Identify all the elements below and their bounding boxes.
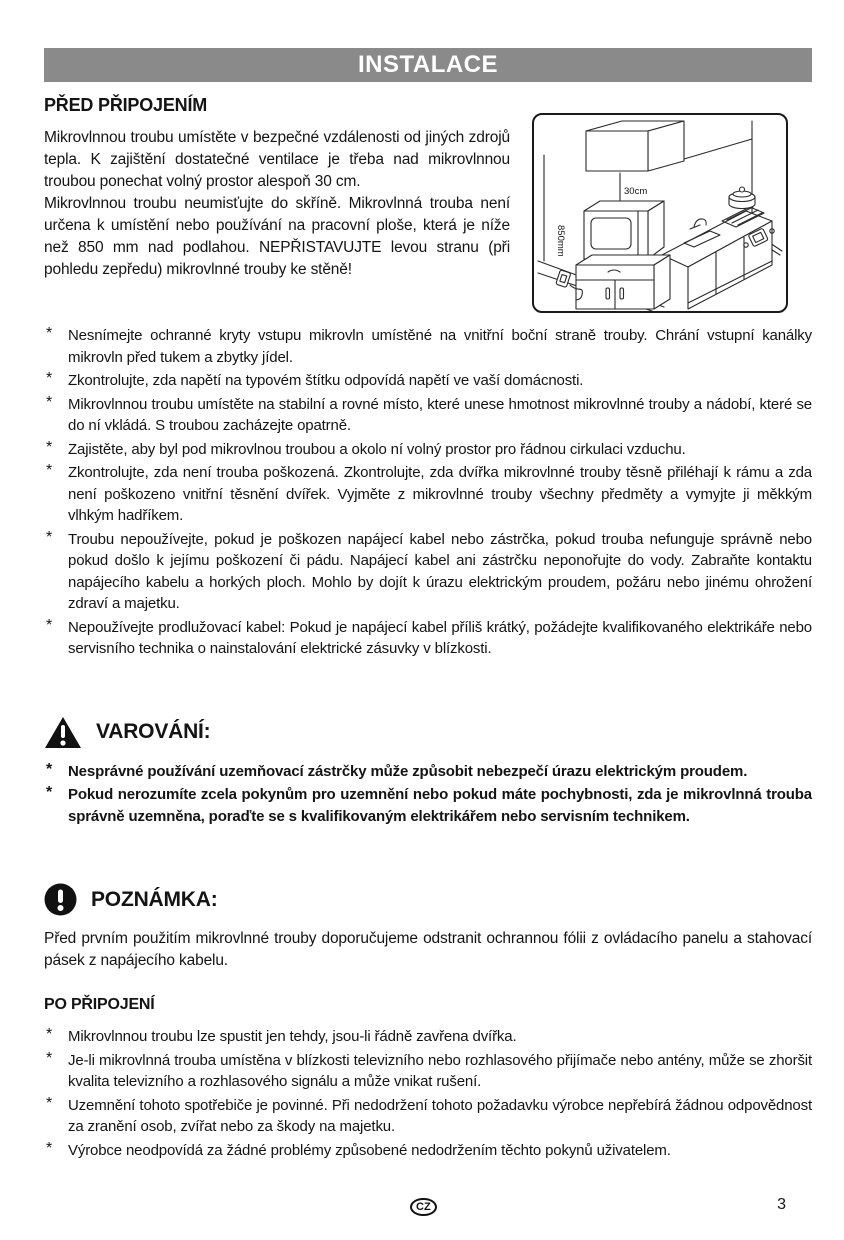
before-connection-heading: PŘED PŘIPOJENÍM (44, 95, 208, 115)
list-item: * Zkontrolujte, zda napětí na typovém štítku odpovídá napětí ve vaší domácnosti. (44, 370, 812, 392)
list-item: * Nesprávné používání uzemňovací zástrčky může způsobit nebezpečí úrazu elektrickým proudem. (44, 761, 812, 783)
bullet-marker: * (46, 528, 53, 546)
section-title: INSTALACE (357, 51, 499, 78)
bullet-marker: * (46, 370, 53, 387)
list-item: * Mikrovlnnou troubu umístěte na stabilní a rovné místo, které unese hmotnost mikrovlnné trouby a nádobí, které se do ní vkládá. S troubou zacházejte opatrně. (44, 394, 812, 437)
page-number: 3 (777, 1196, 786, 1213)
kitchen-illustration (534, 115, 786, 311)
intro-paragraph-1: Mikrovlnnou troubu umístěte v bezpečné vzdálenosti od jiných zdrojů tepla. K zajištění dostatečné ventilace je třeba nad mikrovlnnou troubou ponechat volný prostor alespoň 30 cm. (44, 129, 510, 190)
bullet-marker: * (46, 325, 53, 342)
warning-header (44, 716, 812, 749)
bullet-marker: * (46, 784, 53, 801)
list-item: * Zkontrolujte, zda není trouba poškozená. Zkontrolujte, zda dvířka mikrovlnné trouby těsně přiléhají k rámu a zda není poškozeno vnitřní těsnění dvířek. Vyjměte z mikrovlnné trouby všechny předměty a vymyjte ji měkkým vlhkým hadříkem. (44, 462, 812, 527)
note-exclamation-icon (44, 883, 77, 916)
intro-paragraph-2: Mikrovlnnou troubu neumisťujte do skříně. Mikrovlnná trouba není určena k umístění nebo používání na pracovní ploše, která je níže než 850 mm nad podlahou. NEPŘISTAVUJTE levou stranu (při pohledu zepředu) mikrovlnné trouby ke stěně! (44, 195, 510, 278)
list-item: * Výrobce neodpovídá za žádné problémy způsobené nedodržením těchto pokynů uživatelem. (44, 1140, 812, 1162)
bullet-marker: * (46, 462, 53, 479)
after-connection-list (44, 1026, 812, 1161)
before-connection-list (44, 325, 812, 660)
warning-triangle-icon (44, 716, 82, 749)
figure-label-850mm: 850mm (555, 225, 566, 257)
after-connection-heading: PO PŘIPOJENÍ (44, 996, 155, 1013)
bullet-marker: * (46, 1094, 53, 1112)
list-item: * Mikrovlnnou troubu lze spustit jen tehdy, jsou-li řádně zavřena dvířka. (44, 1026, 812, 1048)
intro-row (44, 127, 812, 313)
bullet-marker: * (46, 438, 53, 456)
bullet-marker: * (46, 616, 53, 634)
installation-figure (532, 113, 788, 313)
list-item: * Nesnímejte ochranné kryty vstupu mikrovln umístěné na vnitřní boční straně trouby. Chrání vstupní kanálky mikrovln před tukem a zbytky jídel. (44, 325, 812, 368)
note-header (44, 883, 812, 916)
bullet-marker: * (46, 760, 53, 778)
language-badge: CZ (410, 1198, 437, 1216)
section-header-bar (44, 48, 812, 82)
list-item: * Troubu nepoužívejte, pokud je poškozen napájecí kabel nebo zástrčka, pokud trouba nefunguje správně nebo pokud došlo k jejímu poškození či pádu. Napájecí kabel ani zástrčku neponořujte do vody. Zabraňte kontaktu napájecího kabelu a horkých ploch. Mohlo by dojít k úrazu elektrickým proudem, požáru nebo jinému ohrožení zdraví a majetku. (44, 529, 812, 615)
list-item: * Uzemnění tohoto spotřebiče je povinné. Při nedodržení tohoto požadavku výrobce nepřebírá žádnou odpovědnost za zranění osob, zvířat nebo za škody na majetku. (44, 1095, 812, 1138)
list-item: * Pokud nerozumíte zcela pokynům pro uzemnění nebo pokud máte pochybnosti, zda je mikrovlnná trouba správně uzemněna, poraďte se s kvalifikovaným elektrikářem nebo servisním technikem. (44, 784, 812, 827)
bullet-marker: * (46, 1026, 53, 1043)
list-item: * Zajistěte, aby byl pod mikrovlnou troubou a okolo ní volný prostor pro řádnou cirkulaci vzduchu. (44, 439, 812, 461)
intro-text (44, 127, 510, 281)
figure-label-30cm: 30cm (624, 186, 648, 197)
bullet-marker: * (46, 1049, 53, 1067)
warning-list (44, 761, 812, 828)
note-text: Před prvním použitím mikrovlnné trouby doporučujeme odstranit ochrannou fólii z ovládacího panelu a stahovací pásek z napájecího kabelu. (44, 930, 812, 969)
page-footer (44, 1196, 812, 1220)
bullet-marker: * (46, 1139, 53, 1157)
warning-title: VAROVÁNÍ: (96, 720, 211, 743)
list-item: * Je-li mikrovlnná trouba umístěna v blízkosti televizního nebo rozhlasového přijímače nebo antény, může se zhoršit kvalita televizního a rozhlasového signálu a může vnikat rušení. (44, 1050, 812, 1093)
bullet-marker: * (46, 393, 53, 411)
list-item: * Nepoužívejte prodlužovací kabel: Pokud je napájecí kabel příliš krátký, požádejte kvalifikovaného elektrikáře nebo servisního technika o nainstalování elektrické zásuvky v blízkosti. (44, 617, 812, 660)
note-title: POZNÁMKA: (91, 887, 218, 911)
